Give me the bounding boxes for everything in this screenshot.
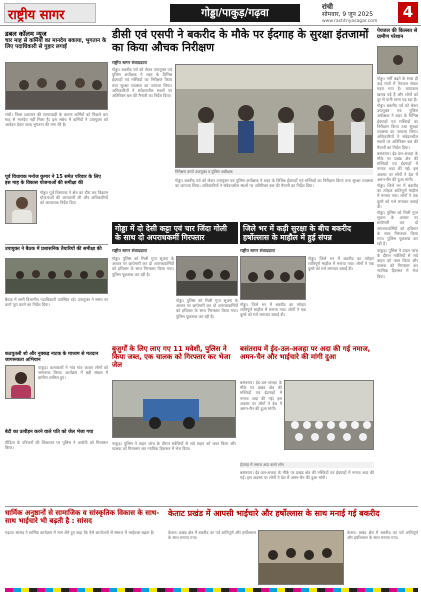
bottom-center-headline: केताट प्रखंड में आपसी भाईचारे और हर्षोल्लास के साथ मनाई गई बकरीद xyxy=(168,509,380,518)
right-body-text: गोड्डा। गर्मी बढ़ने के साथ ही कई गांवों में पेयजल संकट गहरा गया है। चापाकल खराब पड़े हैं और लोगों को दूर से पानी लाना पड़ रहा है। xyxy=(377,76,418,102)
portrait xyxy=(6,191,37,224)
left-headline: चार माह से कर्मियों का मानदेय बकाया, भुगतान के लिए पदाधिकारी से गुहार लगाई xyxy=(5,38,107,51)
inspection-photo xyxy=(176,65,373,168)
arrest-headline: गोड्डा में दो देसी कट्टा एवं चार जिंदा गोली के साथ दो अपराधकर्मी गिरफ्तार xyxy=(112,222,238,244)
tractor-headline: बुजुर्गों के लिए लाए गए 11 मवेशी, पुलिस ने किया जब्त, एक चालक को गिरफ्तार कर भेजा जेल xyxy=(112,345,231,370)
tractor-body: पाकुड़। पुलिस ने वाहन जांच के दौरान मवेशियों से लदे वाहन को जब्त किया और चालक को गिरफ्तार कर न्यायिक हिरासत में भेज दिया। xyxy=(112,441,236,452)
right-photo xyxy=(377,46,418,74)
dateline xyxy=(322,4,373,18)
divider xyxy=(5,244,108,245)
eid-body-text: बसंतराय। ईद-उल-अजहा के मौके पर प्रखंड क्षेत्र की मस्जिदों एवं ईदगाहों में नमाज अदा की गई। इस अवसर पर लोगों ने देश में अमन-चैन की दुआ मांगी। xyxy=(240,470,374,481)
eid-body-continued xyxy=(240,470,374,504)
village-photo xyxy=(378,47,418,74)
bottom-right-body-text: केतार। प्रखंड क्षेत्र में बकरीद का पर्व शांतिपूर्ण और हर्षोल्लास के साथ मनाया गया। xyxy=(347,530,418,541)
bottom-divider xyxy=(5,506,418,507)
vehicle-photo xyxy=(113,381,236,438)
bottom-left-body: गढ़वा। सांसद ने धार्मिक कार्यक्रम में भाग लेते हुए कहा कि ऐसे आयोजनों से समाज में भाईचारा बढ़ता है। xyxy=(5,530,155,535)
gathering-photo xyxy=(6,259,108,294)
news3-body: बैठक में सभी विभागीय पदाधिकारी उपस्थित रहे। उपायुक्त ने समय पर कार्य पूरा करने का निर्देश दिया। xyxy=(5,297,108,308)
eid-body: बसंतराय। ईद-उल-अजहा के मौके पर प्रखंड क्षेत्र की मस्जिदों एवं ईदगाहों में नमाज अदा की गई। इस अवसर पर लोगों ने देश में अमन-चैन की दुआ मांगी। xyxy=(240,380,282,412)
arrest-body-text: गोड्डा। पुलिस को मिली गुप्त सूचना के आधार पर छापेमारी कर दो अपराधकर्मियों को हथियार के साथ गिरफ्तार किया गया। पुलिस पूछताछ कर रही है। xyxy=(176,298,238,319)
arrest-photo xyxy=(176,256,238,296)
eid-headline: बसंतराय में ईद-उल-अजहा पर अदा की गई नमाज, अमन-चैन और भाईचारे की मांगी दुआ xyxy=(240,345,371,362)
right-headline: पेयजल की किल्लत से ग्रामीण परेशान xyxy=(377,28,418,40)
newspaper-brand: राष्ट्रीय सागर xyxy=(8,8,65,23)
bakrid-byline: राष्ट्रीय सागर संवाददाता xyxy=(240,248,275,253)
right-body-text-6: पाकुड़। पुलिस ने वाहन जांच के दौरान मवेशियों से लदे वाहन को जब्त किया और चालक को गिरफ्तार कर न्यायिक हिरासत में भेज दिया। xyxy=(377,247,418,279)
news4-headline: कठपुतली शो और नुक्कड़ नाटक के माध्यम से मतदान जागरूकता अभियान xyxy=(5,352,99,363)
left-body xyxy=(5,112,108,172)
prayer-photo xyxy=(285,381,374,450)
right-body-text-3: बसंतराय। ईद-उल-अजहा के मौके पर प्रखंड क्षेत्र की मस्जिदों एवं ईदगाहों में नमाज अदा की गई। इस अवसर पर लोगों ने देश में अमन-चैन की दुआ मांगी। xyxy=(377,150,418,182)
date: सोमवार, 9 जून 2025 xyxy=(322,11,374,18)
edition-label: गोड्डा/पाकुड़/गढ़वा xyxy=(170,4,300,22)
top-story-body-continued xyxy=(175,178,373,220)
eid-caption: ईदगाह में नमाज अदा करते लोग xyxy=(240,462,374,468)
top-story-body: गोड्डा। बकरीद पर्व को लेकर उपायुक्त एवं पुलिस अधीक्षक ने शहर के विभिन्न ईदगाहों एवं मस्जिदों का निरीक्षण किया तथा सुरक्षा व्यवस्था का जायजा लिया। अधिकारियों ने संवेदनशील स्थलों पर अतिरिक्त बल की तैनाती का निर्देश दिया। xyxy=(112,67,172,99)
bakrid-photo xyxy=(240,256,306,300)
news4-body: पाकुड़। कलाकारों ने गांव गांव जाकर लोगों को जागरूक किया। कार्यक्रम में बड़ी संख्या में ग्रामीण शामिल हुए। xyxy=(38,365,108,381)
website: www.rashtriyasagar.com xyxy=(322,19,378,24)
bottom-right-body xyxy=(347,530,418,585)
bottom-center-body: केतार। प्रखंड क्षेत्र में बकरीद का पर्व शांतिपूर्ण और हर्षोल्लास के साथ मनाया गया। xyxy=(168,530,256,541)
bakrid-body-continued xyxy=(240,302,306,342)
top-story-headline: डीसी एवं एसपी ने बकरीद के मौके पर ईदगाह के सुरक्षा इंतजामों का किया औचक निरीक्षण xyxy=(112,28,369,54)
arrest-body-continued xyxy=(176,298,238,342)
right-body-text-5: गोड्डा। पुलिस को मिली गुप्त सूचना के आधार पर छापेमारी कर दो अपराधकर्मियों को हथियार के साथ गिरफ्तार किया गया। पुलिस पूछताछ कर रही है। xyxy=(377,210,418,247)
color-registration-strip xyxy=(5,588,418,592)
news2-headline: पूर्व विधायक मनोज कुमार ने 15 समेत परिवार के लिए इस माह के विकास योजनाओं की समीक्षा की xyxy=(5,175,101,186)
right-body-text-2: गोड्डा। बकरीद पर्व को लेकर उपायुक्त एवं पुलिस अधीक्षक ने शहर के विभिन्न ईदगाहों एवं मस्जिदों का निरीक्षण किया तथा सुरक्षा व्यवस्था का जायजा लिया। अधिकारियों ने संवेदनशील स्थलों पर अतिरिक्त बल की तैनाती का निर्देश दिया। xyxy=(377,103,418,150)
police-photo xyxy=(177,257,238,296)
news5-body: पीड़िता के परिजनों की शिकायत पर पुलिस ने आरोपी को गिरफ्तार किया। xyxy=(5,440,108,451)
top-story-photo xyxy=(175,64,373,168)
top-story-body-text: गोड्डा। बकरीद पर्व को लेकर उपायुक्त एवं पुलिस अधीक्षक ने शहर के विभिन्न ईदगाहों एवं मस्जिदों का निरीक्षण किया तथा सुरक्षा व्यवस्था का जायजा लिया। अधिकारियों ने संवेदनशील स्थलों पर अतिरिक्त बल की तैनाती का निर्देश दिया। xyxy=(175,178,373,189)
news5-headline: बेटी का उत्पीड़न करने वाले पति को जेल भेजा गया xyxy=(5,430,94,435)
bakrid-body-text: गोड्डा। जिले भर में बकरीद का त्योहार शांतिपूर्ण माहौल में मनाया गया। लोगों ने एक दूसरे को गले लगाकर बधाई दी। xyxy=(240,302,306,318)
bottom-left-headline: धार्मिक अनुष्ठानों से सामाजिक व सांस्कृतिक विकास के साथ-साथ भाईचारे भी बढ़ती है : सांसद xyxy=(5,509,160,526)
arrest-byline: राष्ट्रीय सागर संवाददाता xyxy=(112,248,147,253)
bakrid-body: गोड्डा। जिले भर में बकरीद का त्योहार शांतिपूर्ण माहौल में मनाया गया। लोगों ने एक दूसरे को गले लगाकर बधाई दी। xyxy=(308,256,374,272)
celebration-photo xyxy=(259,531,344,585)
woman-portrait xyxy=(6,366,35,399)
eid-photo xyxy=(284,380,374,450)
tractor-photo xyxy=(112,380,236,438)
page-number: 4 xyxy=(398,2,418,23)
news3-photo xyxy=(5,258,108,294)
right-body-text-4: गोड्डा। जिले भर में बकरीद का त्योहार शांतिपूर्ण माहौल में मनाया गया। लोगों ने एक दूसरे को गले लगाकर बधाई दी। xyxy=(377,183,418,209)
top-story-caption: निरीक्षण करते उपायुक्त व पुलिस अधीक्षक xyxy=(175,169,373,175)
bakrid-security-headline: जिले भर में कड़ी सुरक्षा के बीच बकरीद हर्षोल्लास के माहौल में हुई संपन्न xyxy=(240,222,374,244)
bottom-center-photo xyxy=(258,530,344,585)
news4-photo xyxy=(5,365,35,399)
left-photo xyxy=(5,62,108,110)
crowd-photo xyxy=(241,257,306,300)
news2-body: गोड्डा। पूर्व विधायक ने क्षेत्र का दौरा कर विकास योजनाओं की जानकारी ली और अधिकारियों को आवश्यक निर्देश दिए। xyxy=(40,190,108,206)
top-story-byline: राष्ट्रीय सागर संवाददाता xyxy=(112,60,147,65)
arrest-body: गोड्डा। पुलिस को मिली गुप्त सूचना के आधार पर छापेमारी कर दो अपराधकर्मियों को हथियार के साथ गिरफ्तार किया गया। पुलिस पूछताछ कर रही है। xyxy=(112,256,174,277)
right-body xyxy=(377,76,418,504)
city: रांची xyxy=(322,3,333,11)
column-label: डबल कॉलम न्यूज xyxy=(5,30,47,38)
portrait-photo xyxy=(5,190,37,224)
left-body-text: रांची। जिला प्रशासन की लापरवाही के कारण कर्मियों को पिछले चार माह से मानदेय नहीं मिला है। इस संबंध में कर्मियों ने उपायुक्त को आवेदन देकर जल्द भुगतान की मांग की है। xyxy=(5,112,108,128)
meeting-photo xyxy=(6,63,108,110)
news3-headline: उपायुक्त ने बैठक में प्रशासनिक तैयारियों की समीक्षा की xyxy=(5,247,102,252)
